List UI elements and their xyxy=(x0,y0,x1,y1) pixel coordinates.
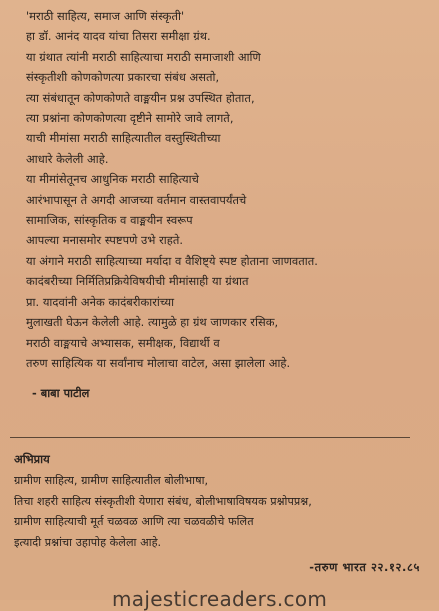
watermark-text: majesticreaders.com xyxy=(112,587,328,611)
section-divider xyxy=(10,437,410,438)
review-line: तरुण साहित्यिक या सर्वांनाच मोलाचा वाटेल, असा झालेला आहे. xyxy=(26,355,291,370)
opinion-source: -तरुण भारत २२.१२.८५ xyxy=(309,560,420,574)
review-line: या ग्रंथात त्यांनी मराठी साहित्याचा मराठी समाजाशी आणि xyxy=(26,49,261,64)
review-line: त्या संबंधातून कोणकोणते वाङ्मयीन प्रश्न उपस्थित होतात, xyxy=(26,90,255,105)
review-line: त्या प्रश्नांना कोणकोणत्या दृष्टीने सामोरे जावे लागते, xyxy=(26,111,234,126)
review-line: हा डॉ. आनंद यादव यांचा तिसरा समीक्षा ग्रंथ. xyxy=(26,29,211,44)
review-line: आरंभापासून ते अगदी आजच्या वर्तमान वास्तवापर्यंतचे xyxy=(26,192,247,207)
review-line: मुलाखती घेऊन केलेली आहे. त्यामुळे हा ग्रंथ जाणकार रसिक, xyxy=(26,315,279,330)
review-line: संस्कृतीशी कोणकोणत्या प्रकारचा संबंध असतो, xyxy=(26,70,220,85)
review-line: या मीमांसेतूनच आधुनिक मराठी साहित्याचे xyxy=(26,172,199,187)
opinion-line: तिचा शहरी साहित्य संस्कृतीशी येणारा संबंध, बोलीभाषाविषयक प्रश्नोपप्रश्न, xyxy=(14,494,312,508)
review-line: 'मराठी साहित्य, समाज आणि संस्कृती' xyxy=(26,9,185,23)
review-signature: - बाबा पाटील xyxy=(32,386,90,401)
review-line: आपल्या मनासमोर स्पष्टपणे उभे राहते. xyxy=(26,233,184,248)
opinion-line: ग्रामीण साहित्य, ग्रामीण साहित्यातील बोलीभाषा, xyxy=(14,474,209,487)
review-line: प्रा. यादवांनी अनेक कादंबरीकारांच्या xyxy=(26,294,175,309)
review-section xyxy=(26,6,426,403)
review-line: मराठी वाङ्मयाचे अभ्यासक, समीक्षक, विद्यार्थी व xyxy=(26,335,220,350)
review-line: या अंगाने मराठी साहित्याच्या मर्यादा व वैशिष्ट्ये स्पष्ट होताना जाणवतात. xyxy=(26,253,318,268)
review-line: आधारे केलेली आहे. xyxy=(26,151,109,166)
opinion-line: इत्यादी प्रश्नांचा उहापोह केलेला आहे. xyxy=(14,535,162,549)
review-line: सामाजिक, सांस्कृतिक व वाङ्मयीन स्वरूप xyxy=(26,213,193,228)
opinion-line: ग्रामीण साहित्याची मूर्त चळवळ आणि त्या चळवळीचे फलित xyxy=(14,515,254,528)
opinion-heading: अभिप्राय xyxy=(14,452,50,466)
review-line: कादंबरीच्या निर्मितिप्रक्रियेविषयीची मीमांसाही या ग्रंथात xyxy=(26,274,249,289)
review-line: याची मीमांसा मराठी साहित्यातील वस्तुस्थितीच्या xyxy=(26,131,221,146)
opinion-section xyxy=(14,449,424,577)
